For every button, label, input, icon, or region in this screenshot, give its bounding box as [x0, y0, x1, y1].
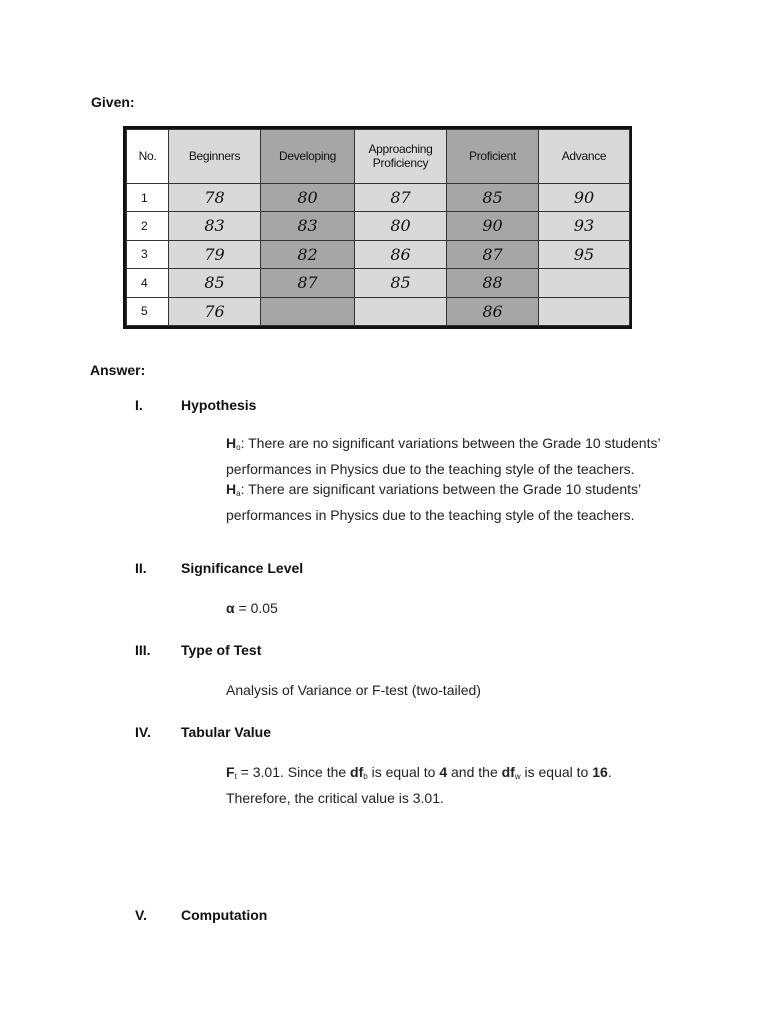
score-cell: 83	[261, 212, 355, 240]
row-number: 5	[127, 297, 169, 326]
score-cell: 88	[447, 269, 539, 297]
hypothesis-block	[226, 433, 686, 525]
section-title-type-of-test: Type of Test	[181, 642, 262, 658]
score-cell	[261, 297, 355, 326]
section-title-hypothesis: Hypothesis	[181, 397, 257, 413]
score-cell: 80	[261, 183, 355, 211]
score-cell	[539, 297, 630, 326]
score-cell: 78	[169, 183, 261, 211]
score-cell: 90	[447, 212, 539, 240]
row-number: 3	[127, 240, 169, 268]
score-cell: 87	[447, 240, 539, 268]
section-number: III.	[135, 642, 151, 658]
header-proficient: Proficient	[447, 130, 539, 184]
score-cell: 86	[355, 240, 447, 268]
section-title-computation: Computation	[181, 907, 268, 923]
alpha-value: = 0.05	[234, 600, 278, 616]
section-number: I.	[135, 397, 143, 413]
given-label: Given:	[91, 94, 135, 110]
score-cell: 86	[447, 297, 539, 326]
table-row	[127, 240, 630, 268]
tabular-value-line1	[226, 762, 686, 788]
tabular-value-line2: Therefore, the critical value is 3.01.	[226, 789, 444, 806]
row-number: 1	[127, 183, 169, 211]
score-cell	[355, 297, 447, 326]
header-advance: Advance	[539, 130, 630, 184]
ft-symbol: F	[226, 764, 235, 780]
section-title-tabular-value: Tabular Value	[181, 724, 271, 740]
row-number: 2	[127, 212, 169, 240]
scores-table	[123, 126, 632, 329]
answer-label: Answer:	[90, 362, 146, 378]
header-approaching-proficiency: Approaching Proficiency	[355, 130, 447, 184]
null-hypothesis	[226, 433, 686, 479]
ho-text: : There are no significant variations between the Grade 10 students’ performances in Physics due to the teaching style of the teachers.	[226, 435, 661, 477]
table-row	[127, 183, 630, 211]
ho-subscript: o	[236, 443, 241, 452]
score-cell	[539, 269, 630, 297]
score-cell: 80	[355, 212, 447, 240]
header-developing: Developing	[261, 130, 355, 184]
dfw-symbol: df	[501, 764, 515, 780]
ha-text: : There are significant variations between the Grade 10 students’ performances in Physics due to the teaching style of the teachers.	[226, 481, 641, 523]
alternative-hypothesis	[226, 479, 686, 525]
tabular-value-block	[226, 762, 686, 808]
score-cell: 82	[261, 240, 355, 268]
section-number: V.	[135, 907, 147, 923]
dfb-subscript: b	[363, 772, 368, 781]
section-number: II.	[135, 560, 147, 576]
end-text: .	[607, 764, 612, 780]
ha-symbol: H	[226, 481, 237, 497]
header-beginners: Beginners	[169, 130, 261, 184]
dfb-symbol: df	[350, 764, 364, 780]
ha-subscript: a	[236, 489, 241, 498]
alpha-symbol: α	[226, 600, 235, 616]
score-cell: 85	[447, 183, 539, 211]
table-row	[127, 269, 630, 297]
score-cell: 85	[355, 269, 447, 297]
significance-level-text	[226, 598, 686, 619]
score-cell: 76	[169, 297, 261, 326]
header-no: No.	[127, 130, 169, 184]
ft-text: = 3.01. Since the	[236, 764, 351, 780]
ft-subscript: t	[234, 772, 237, 781]
section-number: IV.	[135, 724, 151, 740]
score-cell: 90	[539, 183, 630, 211]
score-cell: 95	[539, 240, 630, 268]
score-cell: 93	[539, 212, 630, 240]
table-row	[127, 297, 630, 326]
row-number: 4	[127, 269, 169, 297]
score-cell: 83	[169, 212, 261, 240]
score-cell: 79	[169, 240, 261, 268]
dfw-subscript: w	[514, 772, 521, 781]
score-cell: 85	[169, 269, 261, 297]
score-cell: 87	[355, 183, 447, 211]
dfb-mid-text: is equal to	[367, 764, 440, 780]
type-of-test-text: Analysis of Variance or F-test (two-tailed)	[226, 682, 481, 698]
ho-symbol: H	[226, 435, 237, 451]
and-text: and the	[447, 764, 502, 780]
score-cell: 87	[261, 269, 355, 297]
table-header-row	[127, 130, 630, 184]
dfw-mid-text: is equal to	[520, 764, 593, 780]
table-row	[127, 212, 630, 240]
dfw-value: 16	[592, 764, 608, 780]
scores-grid	[126, 129, 630, 326]
section-title-significance: Significance Level	[181, 560, 304, 576]
dfb-value: 4	[439, 764, 448, 780]
